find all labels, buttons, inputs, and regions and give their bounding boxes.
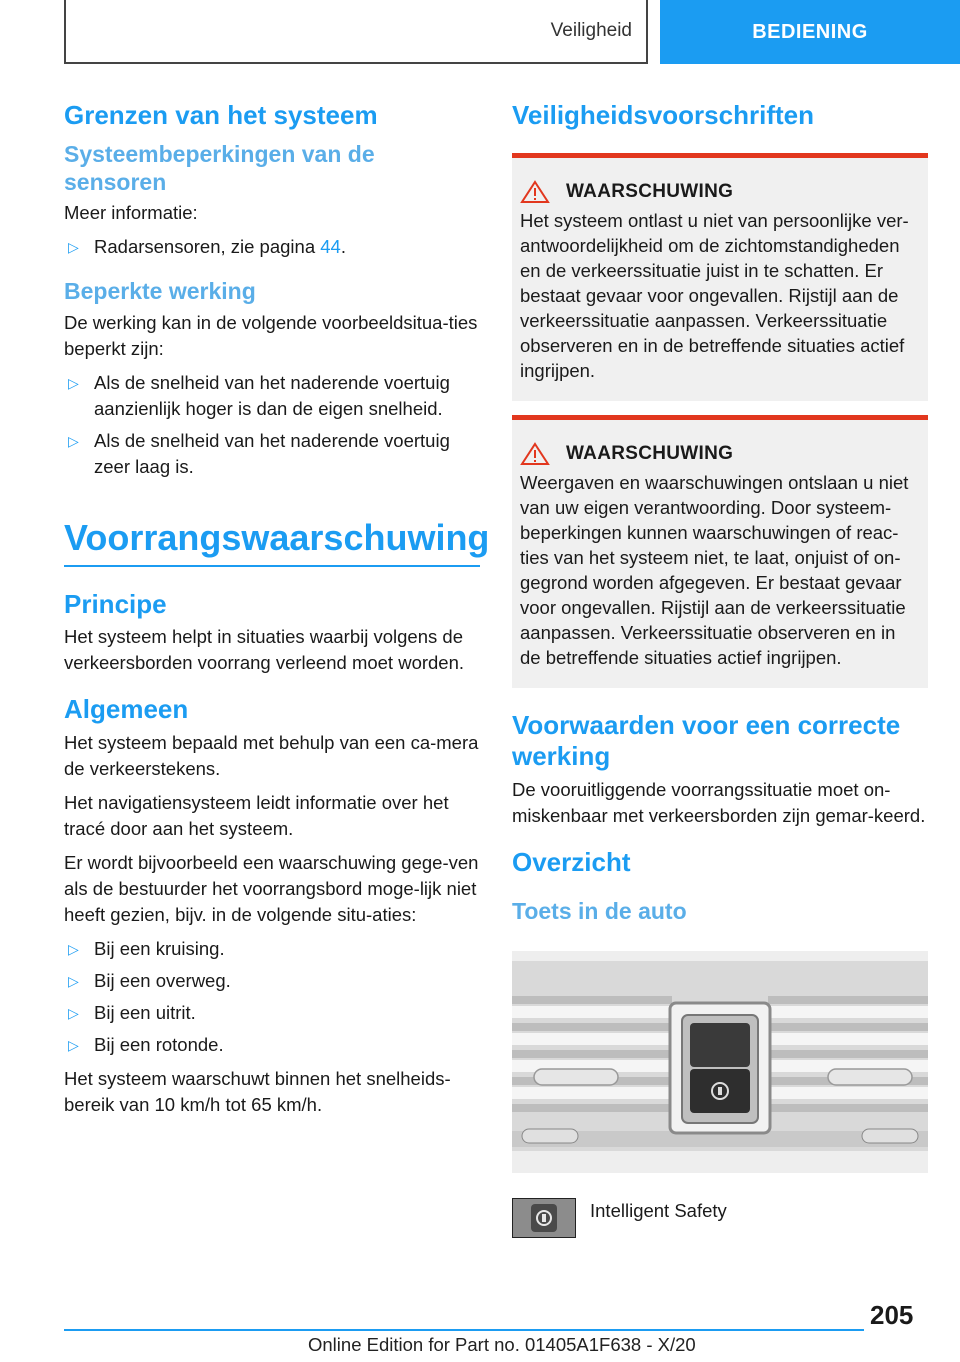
list-item-text: Bij een rotonde.	[94, 1033, 224, 1055]
conditions-text: De vooruitliggende voorrangssituatie moet on-miskenbaar met verkeersborden zijn gemar-keerd.	[512, 778, 926, 826]
button-legend	[512, 1198, 928, 1238]
header-section-label: Veiligheid	[550, 20, 632, 41]
warning-title: WAARSCHUWING	[566, 181, 734, 203]
footer-divider	[64, 1329, 864, 1331]
list-item-text: Bij een uitrit.	[94, 1001, 196, 1023]
button-label: Intelligent Safety	[590, 1200, 727, 1222]
restricted-list	[64, 370, 480, 480]
warning-box-2	[512, 415, 928, 688]
heading-restricted: Beperkte werking	[64, 278, 256, 305]
triangle-bullet-icon: ▷	[68, 1036, 79, 1053]
right-column	[512, 100, 928, 1238]
list-item-text: Als de snelheid van het naderende voertuig aanzienlijk hoger is dan de eigen snelheid.	[94, 371, 450, 419]
situation-list	[64, 936, 480, 1058]
restricted-intro: De werking kan in de volgende voorbeeldsitua-ties beperkt zijn:	[64, 311, 478, 359]
general-paragraph-4: Het systeem waarschuwt binnen het snelheids-bereik van 10 km/h tot 65 km/h.	[64, 1067, 451, 1115]
triangle-bullet-icon: ▷	[68, 374, 79, 391]
triangle-bullet-icon: ▷	[68, 1004, 79, 1021]
page-link[interactable]: 44	[320, 236, 341, 258]
heading-safety: Veiligheidsvoorschriften	[512, 100, 814, 130]
warning-triangle-icon	[520, 180, 550, 204]
list-item	[64, 428, 480, 480]
triangle-bullet-icon: ▷	[68, 972, 79, 989]
sensor-item-text: Radarsensoren, zie pagina	[94, 236, 321, 258]
triangle-bullet-icon: ▷	[68, 239, 79, 256]
more-info-text: Meer informatie:	[64, 202, 198, 224]
warning-title: WAARSCHUWING	[566, 443, 734, 465]
list-item	[64, 936, 480, 962]
header-section	[64, 0, 648, 64]
heading-overview: Overzicht	[512, 846, 631, 877]
dashboard-button-photo	[512, 951, 928, 1173]
general-paragraph-1: Het systeem bepaald met behulp van een ca-mera de verkeerstekens.	[64, 731, 479, 779]
heading-limits: Grenzen van het systeem	[64, 100, 378, 130]
header-chapter	[660, 0, 960, 64]
heading-principle: Principe	[64, 589, 167, 620]
sensor-list	[64, 234, 480, 260]
list-item-text: Bij een overweg.	[94, 969, 231, 991]
left-column	[64, 100, 490, 1126]
sensor-item-end: .	[340, 236, 346, 258]
list-item	[64, 968, 480, 994]
list-item	[64, 370, 480, 422]
principle-text: Het systeem helpt in situaties waarbij volgens de verkeersborden voorrang verleend moet worden.	[64, 626, 465, 674]
heading-general: Algemeen	[64, 694, 189, 725]
heading-button: Toets in de auto	[512, 897, 687, 924]
list-item	[64, 1032, 480, 1058]
list-item	[64, 234, 480, 260]
warning-triangle-icon	[520, 442, 550, 466]
general-paragraph-2: Het navigatiensysteem leidt informatie over het tracé door aan het systeem.	[64, 791, 449, 839]
header-chapter-label: BEDIENING	[752, 20, 868, 43]
list-item-text: Als de snelheid van het naderende voertuig zeer laag is.	[94, 429, 450, 477]
heading-conditions: Voorwaarden voor een correcte werking	[512, 710, 901, 772]
list-item	[64, 1000, 480, 1026]
warning-text: Weergaven en waarschuwingen ontslaan u niet van uw eigen verantwoording. Door systeem-beperkingen kunnen waarschuwingen of reac-ties van het systeem niet, te laat, onjuist of on-gegrond worden afgegeven. Er bestaat gevaar voor ongevallen. Rijstijl aan de verkeerssituatie aanpassen. Verkeerssituatie observeren en in de betreffende situaties actief ingrijpen.	[520, 472, 909, 669]
chapter-title: Voorrangswaarschuwing	[64, 516, 480, 567]
heading-sensors: Systeembeperkingen van de sensoren	[64, 141, 375, 195]
list-item-text: Bij een kruising.	[94, 937, 225, 959]
warning-box-1	[512, 153, 928, 401]
general-paragraph-3: Er wordt bijvoorbeeld een waarschuwing gege-ven als de bestuurder het voorrangsbord moge-lijk niet heeft gezien, bijv. in de volgende situ-aties:	[64, 851, 479, 925]
triangle-bullet-icon: ▷	[68, 432, 79, 449]
triangle-bullet-icon: ▷	[68, 940, 79, 957]
warning-text: Het systeem ontlast u niet van persoonlijke ver-antwoordelijkheid om de zichtomstandigheden en de verkeerssituatie juist in te schatten. Er bestaat gevaar voor ongevallen. Rijstijl aan de verkeerssituatie aanpassen. Verkeerssituatie observeren en in de betreffende situaties actief ingrijpen.	[520, 210, 909, 382]
intelligent-safety-button-icon	[512, 1198, 576, 1238]
footer-edition: Online Edition for Part no. 01405A1F638 - X/20	[308, 1334, 696, 1355]
page-number: 205	[870, 1300, 914, 1330]
